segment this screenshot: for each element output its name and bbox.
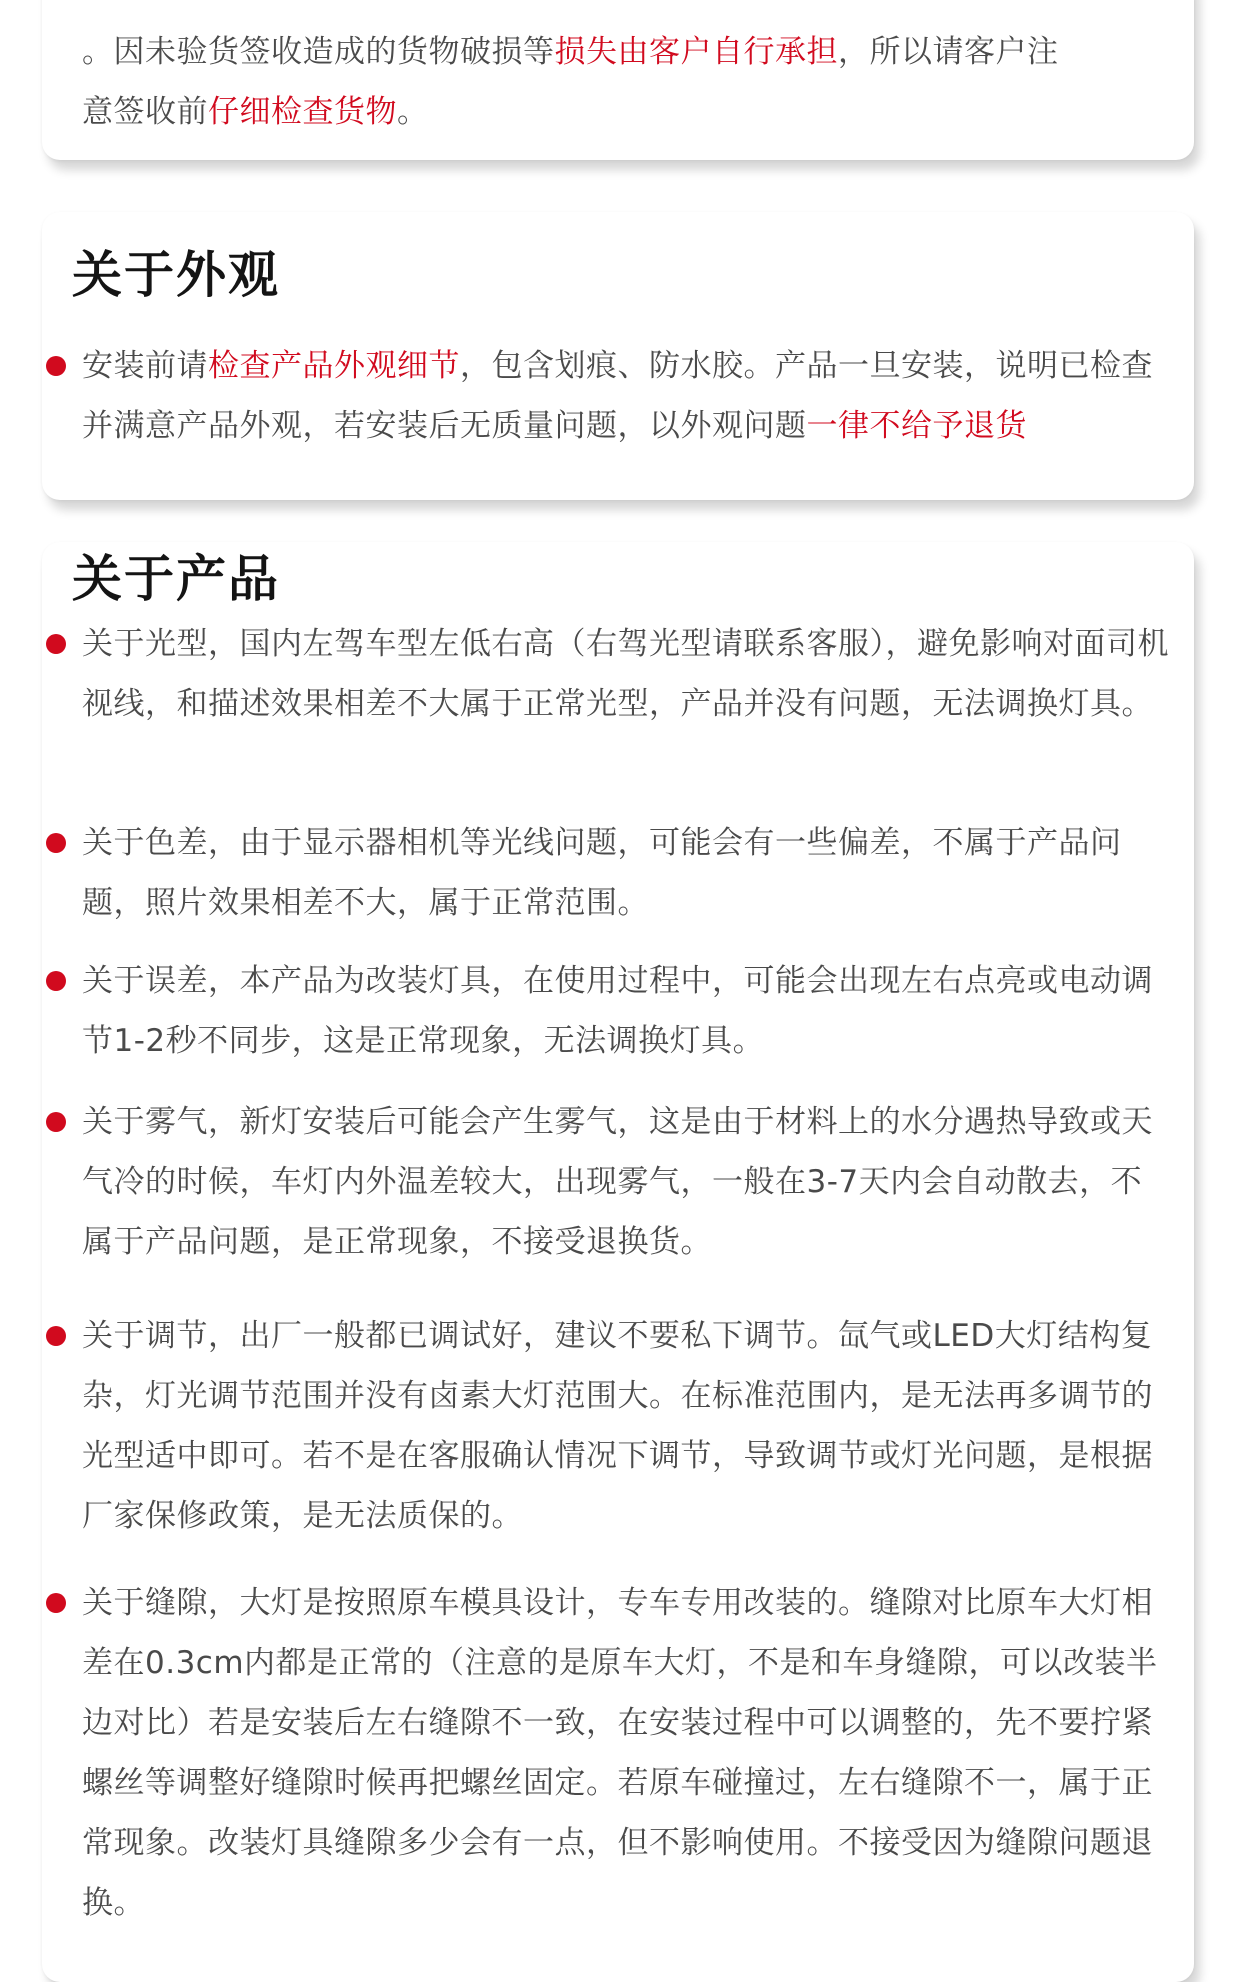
product-item-text: 关于光型，国内左驾车型左低右高（右驾光型请联系客服），避免影响对面司机视线，和描述效果相差不大属于正常光型，产品并没有问题，无法调换灯具。 xyxy=(82,626,1169,722)
product-item-text: 关于雾气，新灯安装后可能会产生雾气，这是由于材料上的水分遇热导致或天气冷的时候，车灯内外温差较大，出现雾气，一般在3-7天内会自动散去，不属于产品问题，是正常现象，不接受退换货。 xyxy=(82,1104,1153,1260)
receipt-text: ，所以请客户注 xyxy=(838,34,1059,70)
product-item-text: 关于色差，由于显示器相机等光线问题，可能会有一些偏差，不属于产品问题，照片效果相差不大，属于正常范围。 xyxy=(82,825,1122,921)
bullet-dot-icon xyxy=(46,833,66,853)
bullet-dot-icon xyxy=(46,1593,66,1613)
product-item-text: 关于缝隙，大灯是按照原车模具设计，专车专用改装的。缝隙对比原车大灯相差在0.3cm内都是正常的（注意的是原车大灯，不是和车身缝隙，可以改装半边对比）若是安装后左右缝隙不一致，在安装过程中可以调整的，先不要拧紧螺丝等调整好缝隙时候再把螺丝固定。若原车碰撞过，左右缝隙不一，属于正常现象。改装灯具缝隙多少会有一点，但不影响使用。不接受因为缝隙问题退换。 xyxy=(82,1585,1158,1921)
bullet-dot-icon xyxy=(46,356,66,376)
appearance-text: 安装前请 xyxy=(82,348,208,384)
receipt-notice-line-1 xyxy=(82,22,1172,82)
bullet-dot-icon xyxy=(46,634,66,654)
product-item-text: 关于调节，出厂一般都已调试好，建议不要私下调节。氙气或LED大灯结构复杂，灯光调节范围并没有卤素大灯范围大。在标准范围内，是无法再多调节的光型适中即可。若不是在客服确认情况下调节，导致调节或灯光问题，是根据厂家保修政策，是无法质保的。 xyxy=(82,1318,1153,1534)
receipt-text: 意签收前 xyxy=(82,94,208,130)
appearance-text: ，包含划痕、防水胶。产品一旦安装，说明已检查并满意产品外观，若安装后无质量问题，以外观问题 xyxy=(82,348,1153,444)
receipt-notice-line-2 xyxy=(82,82,1172,142)
bullet-dot-icon xyxy=(46,1326,66,1346)
appearance-card xyxy=(42,212,1194,500)
receipt-highlight-check: 仔细检查货物 xyxy=(208,94,397,130)
appearance-title: 关于外观 xyxy=(72,246,280,304)
receipt-highlight-loss: 损失由客户自行承担 xyxy=(554,34,838,70)
notice-card-receipt xyxy=(42,0,1194,160)
appearance-highlight-no-return: 一律不给予退货 xyxy=(806,408,1027,444)
product-title: 关于产品 xyxy=(72,550,280,608)
receipt-text: 。因未验货签收造成的货物破损等 xyxy=(82,34,555,70)
bullet-dot-icon xyxy=(46,1112,66,1132)
appearance-highlight-check: 检查产品外观细节 xyxy=(208,348,460,384)
product-item-text: 关于误差，本产品为改装灯具，在使用过程中，可能会出现左右点亮或电动调节1-2秒不同步，这是正常现象，无法调换灯具。 xyxy=(82,963,1153,1059)
product-card xyxy=(42,542,1194,1982)
appearance-item-text xyxy=(82,336,1172,456)
receipt-text: 。 xyxy=(397,94,429,130)
bullet-dot-icon xyxy=(46,971,66,991)
